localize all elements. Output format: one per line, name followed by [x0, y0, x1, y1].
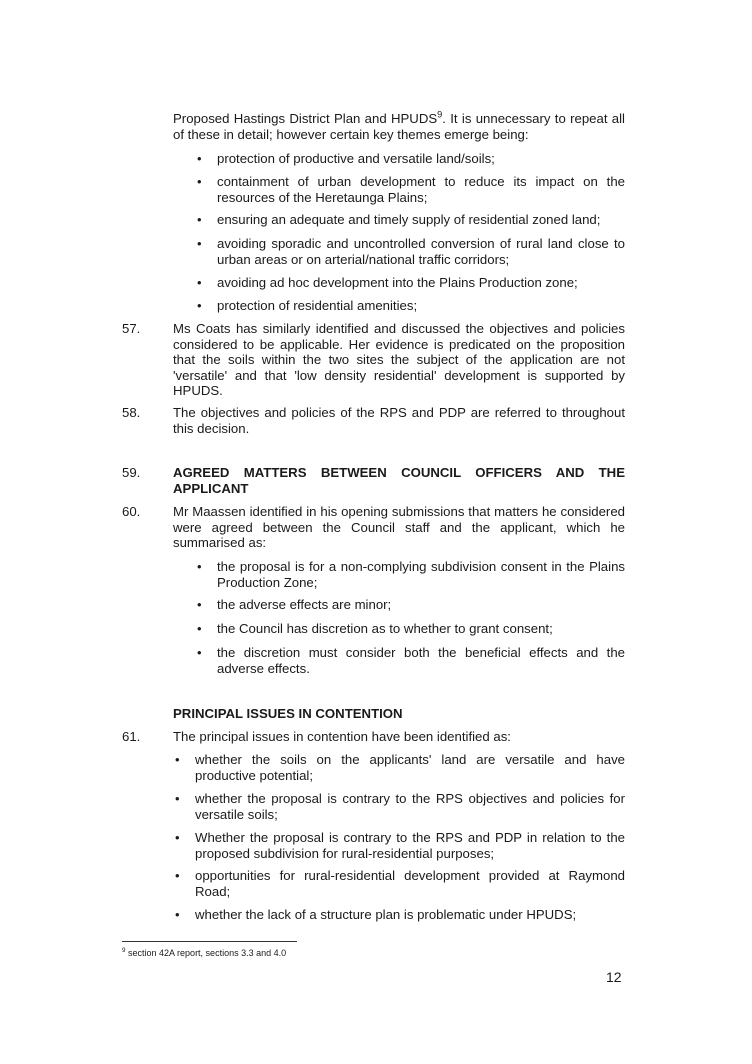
bullet-icon: •	[197, 621, 202, 636]
issue-item: whether the proposal is contrary to the RPS objectives and policies for versatile soils;	[195, 791, 625, 822]
issue-item: Whether the proposal is contrary to the RPS and PDP in relation to the proposed subdivision for rural-residential purposes;	[195, 830, 625, 861]
footnote-marker: 9	[122, 947, 126, 954]
issue-item: whether the lack of a structure plan is problematic under HPUDS;	[195, 907, 577, 922]
theme-item: avoiding ad hoc development into the Plains Production zone;	[217, 275, 578, 290]
page-number: 12	[606, 969, 622, 985]
footnote-text: section 42A report, sections 3.3 and 4.0	[125, 948, 287, 958]
bullet-icon: •	[175, 752, 180, 767]
agreed-item: the adverse effects are minor;	[217, 597, 392, 612]
bullet-icon: •	[197, 151, 202, 166]
bullet-icon: •	[197, 298, 202, 313]
paragraph-61: The principal issues in contention have been identified as:	[173, 729, 511, 744]
footnote-divider	[122, 941, 297, 942]
bullet-icon: •	[175, 907, 180, 922]
bullet-icon: •	[197, 236, 202, 251]
bullet-icon: •	[175, 791, 180, 806]
bullet-icon: •	[197, 559, 202, 574]
theme-item: containment of urban development to reduce its impact on the resources of the Heretaunga Plains;	[217, 174, 625, 205]
paragraph-number-58: 58.	[122, 405, 141, 420]
intro-text-before: Proposed Hastings District Plan and HPUDS	[173, 111, 438, 126]
intro-text-after: . It is unnecessary to repeat all of these in detail; however certain key themes emerge being:	[173, 111, 625, 142]
theme-item: ensuring an adequate and timely supply of residential zoned land;	[217, 212, 601, 227]
bullet-icon: •	[197, 174, 202, 189]
heading-line-1: AGREED MATTERS BETWEEN COUNCIL OFFICERS AND THE	[173, 465, 625, 480]
section-heading-principal-issues: PRINCIPAL ISSUES IN CONTENTION	[173, 706, 403, 721]
issue-item: opportunities for rural-residential development provided at Raymond Road;	[195, 868, 625, 899]
bullet-icon: •	[197, 275, 202, 290]
section-heading-agreed-matters	[173, 465, 625, 496]
footnote	[122, 948, 286, 959]
theme-item: protection of productive and versatile land/soils;	[217, 151, 495, 166]
bullet-icon: •	[197, 212, 202, 227]
footnote-ref: 9	[437, 109, 443, 120]
theme-item: protection of residential amenities;	[217, 298, 418, 313]
paragraph-58: The objectives and policies of the RPS and PDP are referred to throughout this decision.	[173, 405, 625, 436]
intro-paragraph	[173, 111, 625, 142]
paragraph-number-57: 57.	[122, 321, 141, 336]
paragraph-number-61: 61.	[122, 729, 141, 744]
paragraph-57: Ms Coats has similarly identified and discussed the objectives and policies considered to be applicable. Her evidence is predicated on the proposition that the soils within the two sites the subject of the application are not 'versatile' and that 'low density residential' development is supported by HPUDS.	[173, 321, 625, 398]
issue-item: whether the soils on the applicants' land are versatile and have productive potential;	[195, 752, 625, 783]
paragraph-number-59: 59.	[122, 465, 141, 480]
theme-item: avoiding sporadic and uncontrolled conversion of rural land close to urban areas or on arterial/national traffic corridors;	[217, 236, 625, 267]
bullet-icon: •	[197, 597, 202, 612]
paragraph-number-60: 60.	[122, 504, 141, 519]
paragraph-60: Mr Maassen identified in his opening submissions that matters he considered were agreed between the Council staff and the applicant, which he summarised as:	[173, 504, 625, 550]
agreed-item: the discretion must consider both the beneficial effects and the adverse effects.	[217, 645, 625, 676]
heading-line-2: APPLICANT	[173, 480, 249, 496]
bullet-icon: •	[175, 868, 180, 883]
bullet-icon: •	[197, 645, 202, 660]
agreed-item: the proposal is for a non-complying subdivision consent in the Plains Production Zone;	[217, 559, 625, 590]
agreed-item: the Council has discretion as to whether to grant consent;	[217, 621, 553, 636]
bullet-icon: •	[175, 830, 180, 845]
